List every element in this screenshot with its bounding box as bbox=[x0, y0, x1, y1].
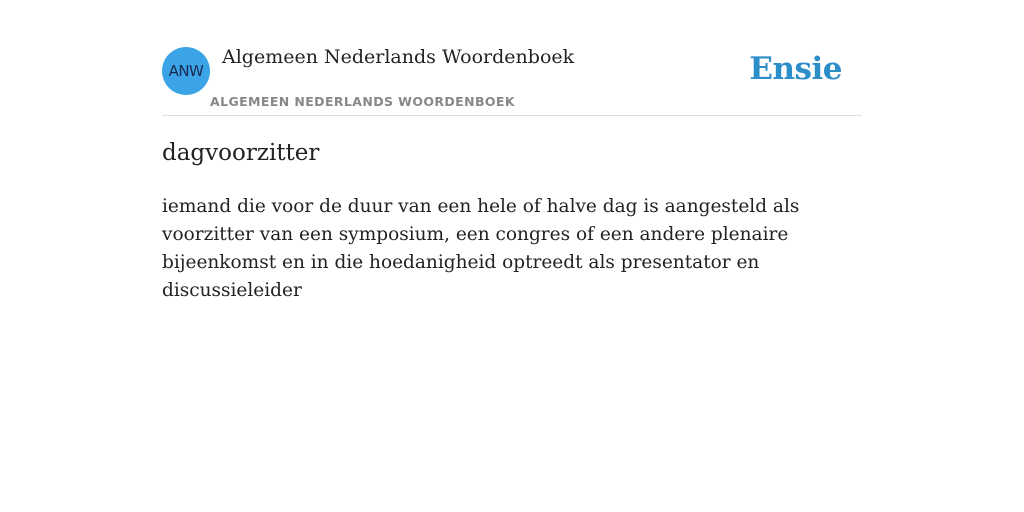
logo-text: ANW bbox=[168, 62, 204, 80]
source-subtitle: ALGEMEEN NEDERLANDS WOORDENBOEK bbox=[210, 94, 515, 109]
source-title[interactable]: Algemeen Nederlands Woordenboek bbox=[222, 46, 575, 68]
source-header bbox=[162, 0, 862, 116]
entry-word: dagvoorzitter bbox=[162, 140, 320, 166]
anw-logo[interactable] bbox=[162, 47, 210, 95]
entry-definition: iemand die voor de duur van een hele of halve dag is aangesteld als voorzitter van een symposium, een congres of een andere plenaire bijeenkomst en in die hoedanigheid optreedt als presentator en discussieleider bbox=[162, 196, 800, 301]
ensie-brand-link[interactable]: Ensie bbox=[749, 51, 842, 87]
page-container bbox=[162, 0, 862, 301]
